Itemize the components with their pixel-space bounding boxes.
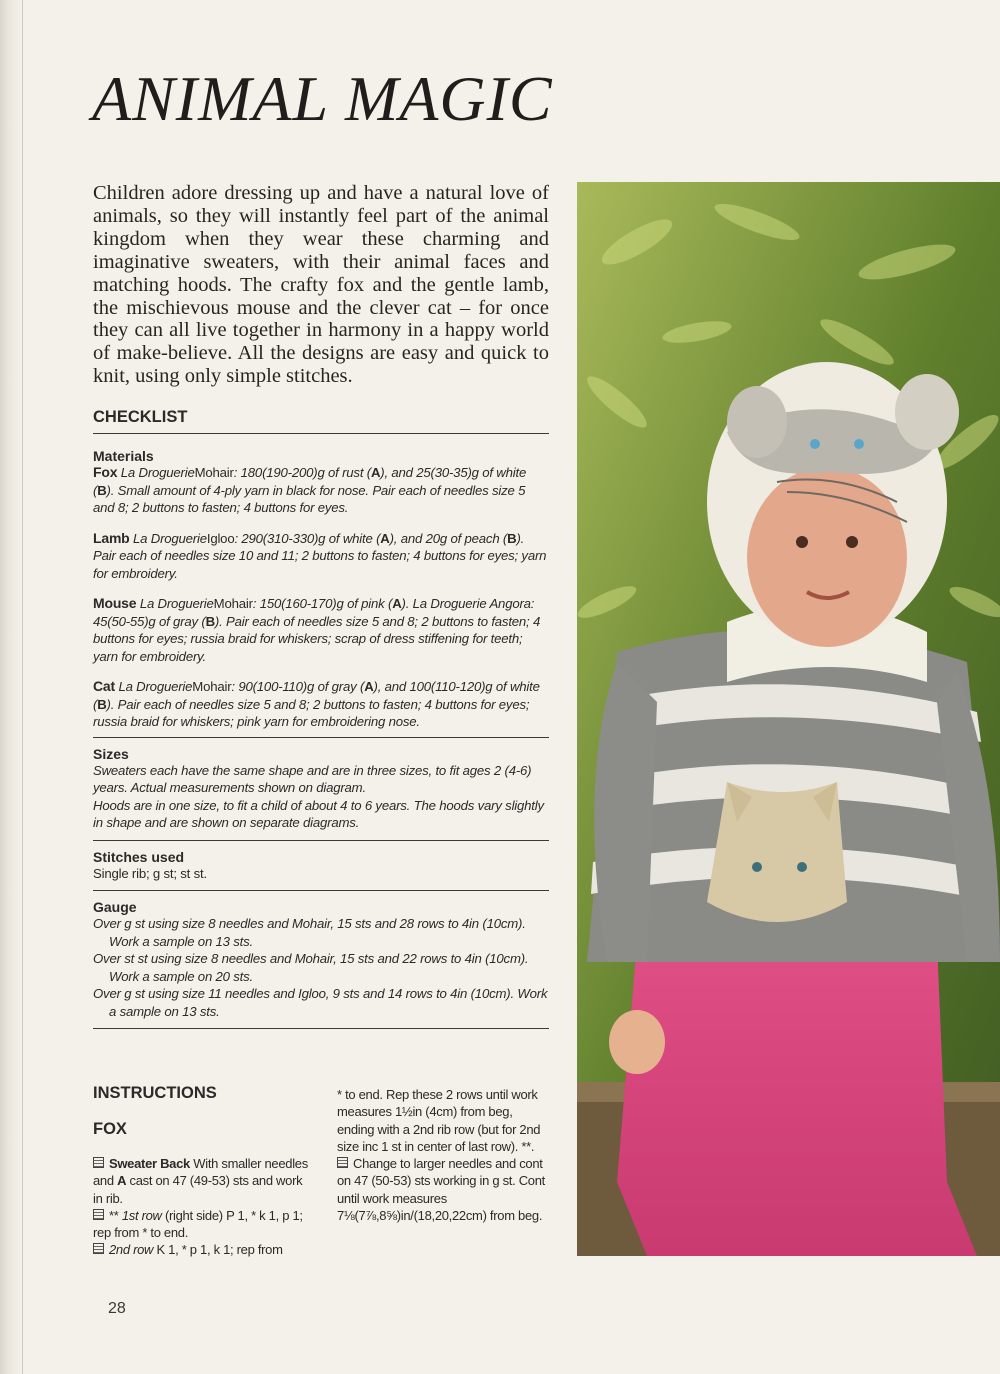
material-name: Lamb (93, 529, 130, 546)
page-number: 28 (108, 1300, 126, 1317)
yarn-label-b: B (97, 482, 107, 498)
instructions-column-2 (337, 1086, 551, 1224)
divider (93, 737, 549, 738)
instruction-paragraph (93, 1207, 315, 1242)
material-text: ), and 25(30-35)g of white ( (93, 465, 527, 498)
stitches-text: Single rib; g st; st st. (93, 865, 207, 881)
material-brand: La Droguerie (120, 465, 195, 480)
square-bullet-icon (93, 1209, 104, 1220)
yarn-label-a: A (392, 596, 402, 611)
instruction-bold: A (117, 1173, 127, 1189)
material-text: ). Pair each of needles size 5 and 8; 2 buttons to fasten; 4 buttons for eyes; russia braid for whiskers; scrap of dress stiffening for teeth; yarn for embroidery. (93, 613, 541, 664)
child-in-cat-sweater-photo (577, 182, 1000, 1256)
material-text: ), and 20g of peach ( (389, 530, 508, 546)
sizes-text: Sweaters each have the same shape and are in three sizes, to fit ages 2 (4-6) years. Actual measurements shown on diagram. (93, 762, 532, 795)
instruction-paragraph (93, 1155, 315, 1207)
instruction-paragraph: * to end. Rep these 2 rows until work measures 1½in (4cm) from beg, ending with a 2nd rib row (but for 2nd size inc 1 st in center of last row). **. (337, 1087, 541, 1154)
yarn-label-a: A (364, 679, 374, 694)
instruction-italic: 2nd row (109, 1242, 154, 1258)
gauge-heading: Gauge (93, 899, 137, 915)
material-name: Mouse (93, 595, 137, 611)
material-text: : 290(310-330)g of white ( (234, 530, 381, 546)
photo-illustration (577, 182, 1000, 1256)
material-yarn: Mohair (194, 465, 234, 480)
material-text: : 180(190-200)g of rust ( (233, 465, 371, 480)
material-text: ). La Droguerie Angora: 45(50-55)g of gray ( (93, 596, 535, 629)
sizes-heading: Sizes (93, 745, 129, 762)
material-yarn: Igloo (206, 530, 235, 546)
instruction-text: (right side) P 1, * k 1, p 1; rep from * to end. (93, 1207, 303, 1241)
material-cat (93, 678, 549, 731)
material-yarn: Mohair (192, 679, 232, 694)
yarn-label-a: A (370, 465, 381, 480)
yarn-label-b: B (97, 696, 107, 712)
divider (93, 1028, 549, 1029)
material-text: ). Pair each of needles size 5 and 8; 2 buttons to fasten; 4 buttons for eyes; russia braid for whiskers; pink yarn for embroidering nose. (93, 696, 530, 729)
checklist-section (93, 408, 549, 1029)
square-bullet-icon (93, 1157, 104, 1168)
instruction-mark: ** (109, 1207, 122, 1223)
instruction-paragraph (337, 1155, 551, 1224)
material-text: : 150(160-170)g of pink ( (252, 596, 393, 611)
yarn-label-b: B (205, 613, 215, 629)
material-brand: La Droguerie (118, 679, 193, 694)
material-name: Cat (93, 678, 115, 694)
instruction-bold: Sweater Back (109, 1156, 190, 1171)
material-fox (93, 464, 549, 517)
material-text: ), and 100(110-120)g of white ( (93, 679, 540, 712)
instructions-heading: INSTRUCTIONS (93, 1084, 217, 1102)
checklist-heading: CHECKLIST (93, 408, 549, 434)
instruction-text: Change to larger needles and cont on 47 (50-53) sts working in g st. Cont until work measures 7⅛(7⅞,8⅝)in/(18,20,22cm) from beg. (337, 1156, 545, 1224)
book-spine-edge (0, 0, 23, 1374)
square-bullet-icon (93, 1243, 104, 1254)
instruction-paragraph (93, 1241, 315, 1258)
instruction-text: cast on 47 (49-53) sts and work in rib. (93, 1173, 303, 1206)
material-yarn: Mohair (213, 596, 253, 611)
stitches-heading: Stitches used (93, 848, 185, 865)
square-bullet-icon (337, 1157, 348, 1168)
yarn-label-b: B (507, 530, 517, 546)
instruction-italic: 1st row (121, 1207, 162, 1223)
yarn-label-a: A (380, 530, 390, 546)
fox-heading: FOX (93, 1120, 127, 1138)
gauge-line: Over g st using size 8 needles and Mohair, 15 sts and 28 rows to 4in (10cm). Work a sample on 13 sts. (93, 916, 526, 949)
material-brand: La Droguerie (133, 530, 207, 546)
material-name: Fox (93, 464, 118, 480)
material-mouse (93, 595, 549, 665)
material-lamb (93, 530, 549, 583)
divider (93, 840, 549, 841)
materials-heading: Materials (93, 448, 154, 464)
instruction-text: With smaller needles and (93, 1156, 308, 1189)
divider (93, 890, 549, 891)
material-text: : 90(100-110)g of gray ( (231, 679, 365, 694)
instruction-text: K 1, * p 1, k 1; rep from (153, 1242, 283, 1258)
material-text: ). Pair each of needles size 10 and 11; 2 buttons to fasten; 4 buttons for eyes; yarn for embroidery. (93, 530, 547, 581)
intro-paragraph: Children adore dressing up and have a natural love of animals, so they will instantly feel part of the animal kingdom when they wear these charming and imaginative sweaters, with their animal faces and matching hoods. The crafty fox and the gentle lamb, the mischievous mouse and the clever cat – for once they can all live together in harmony in a happy world of make-believe. All the designs are easy and quick to knit, using only simple stitches. (93, 182, 549, 388)
page-title: ANIMAL MAGIC (92, 63, 553, 134)
instructions-column-1 (93, 1155, 315, 1259)
sizes-text: Hoods are in one size, to fit a child of about 4 to 6 years. The hoods vary slightly in shape and are shown on separate diagrams. (93, 797, 544, 830)
gauge-line: Over g st using size 11 needles and Igloo, 9 sts and 14 rows to 4in (10cm). Work a sample on 13 sts. (93, 986, 548, 1019)
material-text: ). Small amount of 4-ply yarn in black for nose. Pair each of needles size 5 and 8; 2 buttons to fasten; 4 buttons for eyes. (93, 482, 526, 515)
material-brand: La Droguerie (139, 596, 214, 611)
gauge-line: Over st st using size 8 needles and Mohair, 15 sts and 22 rows to 4in (10cm). Work a sample on 20 sts. (93, 951, 529, 984)
